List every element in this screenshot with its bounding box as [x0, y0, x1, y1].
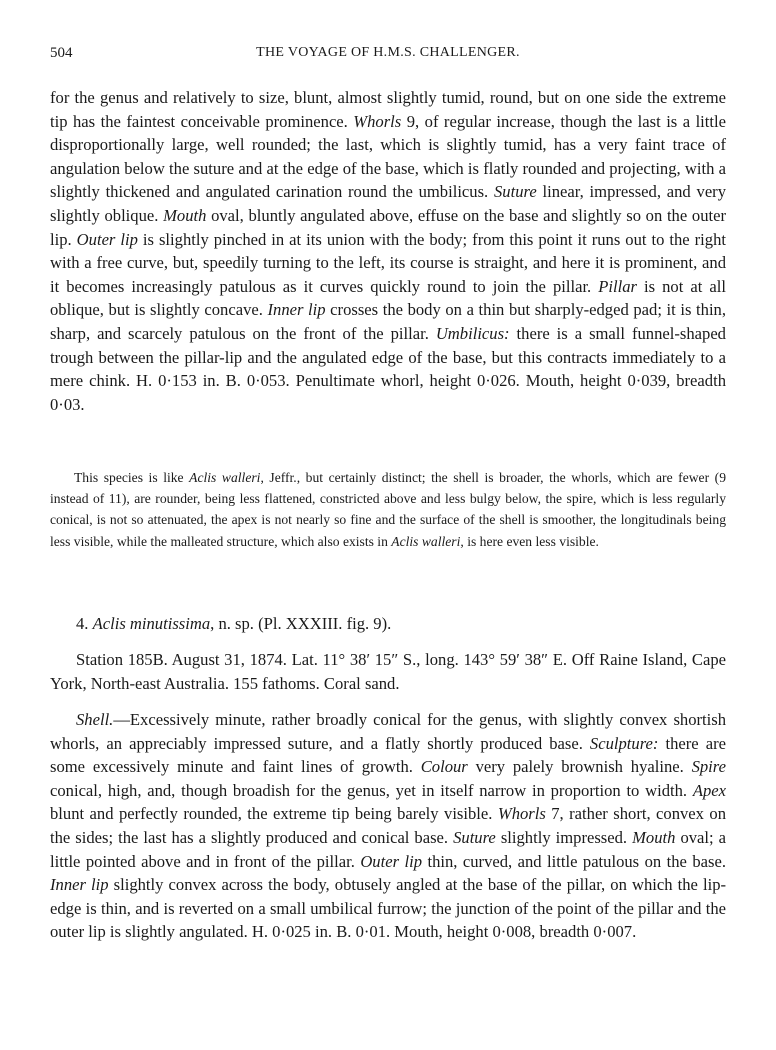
text-run: , Jeffr., but certainly distinct; the shell is broader, the whorls, which are fewer (9 instead of 11), are rounder, being less flattened, constricted above and less bulgy below, the spire, which is less regularly conical, is not so attenuated, the apex is not nearly so fine and the surface of the shell is smoother, the longitudinals being less visible, while the malleated structure, which also exists in — [50, 470, 727, 549]
term-pillar: Pillar — [598, 276, 637, 296]
term-suture: Suture — [494, 182, 537, 202]
species-heading — [76, 614, 391, 634]
species-name: Aclis walleri — [391, 533, 461, 549]
term-apex: Apex — [692, 780, 726, 800]
text-run: conical, high, and, though broadish for the genus, yet in itself narrow in proportion to width. — [50, 780, 693, 800]
term-spire: Spire — [691, 757, 726, 777]
text-run: very palely brownish hyaline. — [467, 757, 692, 777]
text-run: is slightly pinched in at its union with the body; from this point it runs out to the right with a free curve, but, speedily turning to the left, its course is straight, and here it is prominent, and it becomes increasingly patulous as it curves quickly round to join the pillar. — [50, 229, 726, 296]
text-run: linear, impressed, and very slightly oblique. — [50, 182, 727, 225]
text-run: thin, curved, and little patulous on the base. — [422, 851, 726, 871]
species-reference: , n. sp. (Pl. XXXIII. fig. 9). — [210, 614, 392, 633]
term-inner-lip: Inner lip — [267, 300, 326, 320]
term-inner-lip: Inner lip — [50, 875, 109, 895]
text-run: oval, bluntly angulated above, effuse on the base and slightly so on the outer lip. — [50, 205, 726, 249]
term-mouth: Mouth — [163, 205, 207, 225]
description-paragraph — [50, 86, 726, 416]
text-run: 7, rather short, convex on the sides; the last has a slightly produced and conical base. — [50, 804, 726, 847]
text-run: , is here even less visible. — [460, 533, 599, 549]
term-suture: Suture — [453, 827, 496, 847]
text-run: —Excessively minute, rather broadly conical for the genus, with slightly convex shortish whorls, an appreciably impressed suture, and a flatly shortly produced base. — [50, 710, 726, 753]
shell-description — [50, 708, 726, 944]
term-whorls: Whorls — [497, 804, 546, 824]
term-whorls: Whorls — [353, 111, 402, 131]
text-run: there are some excessively minute and faint lines of growth. — [50, 733, 726, 777]
text-run: for the genus and relatively to size, blunt, almost slightly tumid, round, but on one side the extreme tip has the faintest conceivable prominence. — [50, 88, 726, 131]
term-outer-lip: Outer lip — [360, 851, 423, 871]
text-run: is not at all oblique, but is slightly concave. — [50, 276, 726, 320]
species-name: Aclis minutissima — [92, 614, 211, 633]
page-number: 504 — [50, 45, 73, 61]
text-run: crosses the body on a thin but sharply-edged pad; it is thin, sharp, and scarcely patulous on the front of the pillar. — [50, 300, 726, 343]
term-sculpture: Sculpture: — [589, 733, 659, 753]
term-mouth: Mouth — [632, 827, 676, 847]
text-run: blunt and perfectly rounded, the extreme tip being barely visible. — [50, 804, 498, 824]
station-info: Station 185B. August 31, 1874. Lat. 11° 38′ 15″ S., long. 143° 59′ 38″ E. Off Raine Island, Cape York, North-east Australia. 155 fathoms. Coral sand. — [50, 650, 726, 693]
term-outer-lip: Outer lip — [76, 229, 138, 249]
term-shell: Shell. — [76, 710, 114, 729]
species-name: Aclis walleri — [189, 470, 261, 485]
text-run: slightly impressed. — [495, 827, 633, 847]
text-run: 9, of regular increase, though the last is a little disproportionally large, well rounded; the last, which is slightly tumid, has a very faint trace of angulation below the suture and at the edge of the base, which is flatly rounded and projecting, with a slightly thickened and angulated carination round the umbilicus. — [50, 111, 726, 202]
comparison-note — [50, 467, 726, 552]
page-header — [50, 45, 726, 65]
text-run: This species is like — [74, 470, 190, 485]
text-run: there is a small funnel-shaped trough between the pillar-lip and the angulated edge of the base, but this contracts immediately to a mere chink. H. 0·153 in. B. 0·053. Penultimate whorl, height 0·026. Mouth, height 0·039, breadth 0·03. — [50, 323, 726, 414]
text-run: oval; a little pointed above and in front of the pillar. — [50, 827, 726, 871]
text-run: slightly convex across the body, obtusely angled at the base of the pillar, on which the lip-edge is thin, and is reverted on a small umbilical furrow; the junction of the point of the pillar and the outer lip is slightly angulated. H. 0·025 in. B. 0·01. Mouth, height 0·008, breadth 0·007. — [50, 875, 727, 942]
term-colour: Colour — [420, 757, 468, 777]
running-title: THE VOYAGE OF H.M.S. CHALLENGER. — [256, 45, 520, 60]
species-number: 4. — [76, 614, 93, 633]
term-umbilicus: Umbilicus: — [435, 323, 510, 343]
